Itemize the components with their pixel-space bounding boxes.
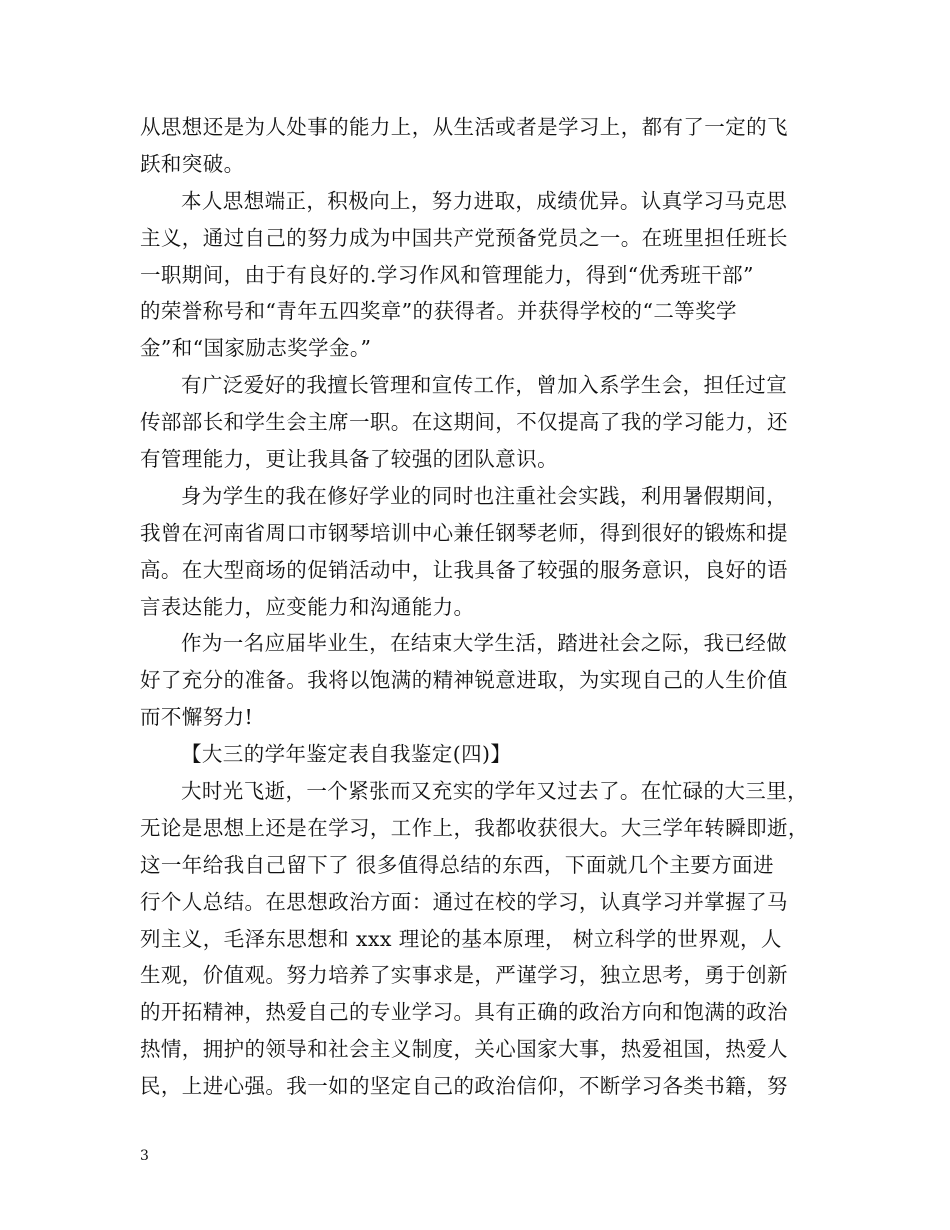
text-line: 好了充分的准备。我将以饱满的精神锐意进取，为实现自己的人生价值: [140, 668, 788, 693]
text-line: 生观，价值观。努力培养了实事求是，严谨学习，独立思考，勇于创新: [140, 963, 788, 988]
text-line: 的开拓精神，热爱自己的专业学习。具有正确的政治方向和饱满的政治: [140, 1000, 788, 1025]
text-line: 从思想还是为人处事的能力上，从生活或者是学习上，都有了一定的飞: [140, 115, 788, 139]
text-line: 言表达能力，应变能力和沟通能力。: [140, 594, 475, 619]
text-line: 行个人总结。在思想政治方面：通过在校的学习，认真学习并掌握了马: [140, 889, 788, 914]
text-line: 主义，通过自己的努力成为中国共产党预备党员之一。在班里担任班长: [140, 225, 788, 250]
text-line: 跃和突破。: [140, 151, 245, 176]
text-line: 【大三的学年鉴定表自我鉴定(四)】: [181, 742, 512, 767]
body-text: [140, 109, 820, 1105]
text-line: 热情，拥护的领导和社会主义制度，关心国家大事，热爱祖国，热爱人: [140, 1037, 788, 1062]
text-line: 本人思想端正，积极向上，努力进取，成绩优异。认真学习马克思: [181, 188, 788, 213]
text-line: 有广泛爱好的我擅长管理和宣传工作，曾加入系学生会，担任过宣: [181, 373, 788, 398]
text-line: 高。在大型商场的促销活动中，让我具备了较强的服务意识，良好的语: [140, 557, 788, 582]
text-line: 大时光飞逝，一个紧张而又充实的学年又过去了。在忙碌的大三里，: [181, 779, 808, 804]
text-line: 而不懈努力!: [140, 705, 254, 730]
text-line: 一职期间，由于有良好的.学习作风和管理能力，得到“优秀班干部”: [140, 262, 754, 287]
text-line: 我曾在河南省周口市钢琴培训中心兼任钢琴老师，得到很好的锻炼和提: [140, 520, 788, 545]
text-line: 身为学生的我在修好学业的同时也注重社会实践，利用暑假期间，: [181, 483, 788, 508]
text-line: 无论是思想上还是在学习，工作上，我都收获很大。大三学年转瞬即逝，: [140, 815, 809, 840]
text-line: 民，上进心强。我一如的坚定自己的政治信仰，不断学习各类书籍，努: [140, 1074, 788, 1099]
text-line: 作为一名应届毕业生，在结束大学生活，踏进社会之际，我已经做: [181, 631, 788, 656]
text-line: 列主义，毛泽东思想和 xxx 理论的基本原理， 树立科学的世界观，人: [140, 926, 782, 951]
text-line: 这一年给我自己留下了 很多值得总结的东西，下面就几个主要方面进: [140, 852, 774, 877]
page-number: 3: [140, 1148, 149, 1164]
text-line: 的荣誉称号和“青年五四奖章”的获得者。并获得学校的“二等奖学: [140, 299, 737, 324]
text-line: 有管理能力，更让我具备了较强的团队意识。: [140, 447, 558, 472]
text-line: 传部部长和学生会主席一职。在这期间，不仅提高了我的学习能力，还: [140, 410, 788, 435]
text-line: 金”和“国家励志奖学金。”: [140, 336, 372, 361]
